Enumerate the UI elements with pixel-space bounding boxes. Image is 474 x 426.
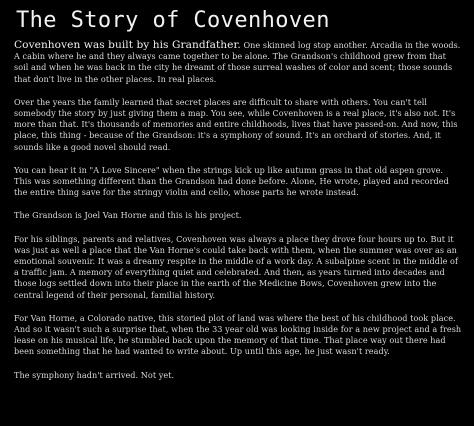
paragraph: Over the years the family learned that secret places are difficult to share with others. You can't tell somebody the story by just giving them a map. You see, while Covenhoven is a real place, it's also not. It's more than that. It's thousands of memories and entire childhoods, lives that have passed-on. And now, this place, this thing - because of the Grandson: it's a symphony of sound. It's an orchard of stories. And, it sounds like a good novel should read. — [14, 96, 458, 152]
paragraph: The symphony hadn't arrived. Not yet. — [14, 369, 175, 380]
lead-paragraph — [14, 40, 462, 85]
page-title: The Story of Covenhoven — [16, 8, 330, 33]
lead-text: One skinned log stop another. Arcadia in the woods. A cabin where he and they always came together to be alone. The Grandson's childhood grew from that soil and when he was back in the city he dreamt of those surreal washes of color and scent; those sounds that don't live in the other places. In real places. — [14, 40, 461, 84]
article — [14, 8, 462, 393]
paragraph: The Grandson is Joel Van Horne and this is his project. — [14, 210, 242, 221]
paragraph: You can hear it in "A Love Sincere" when the strings kick up like autumn grass in that old aspen grove. This was something different than the Grandson had done before. Alone, He wrote, played and recorded the entire thing save for the stringy violin and cello, whose parts he wrote instead. — [14, 164, 449, 198]
lead-sentence: Covenhoven was built by his Grandfather. — [14, 39, 241, 51]
paragraph: For Van Horne, a Colorado native, this storied plot of land was where the best of his childhood took place. And so it wasn't such a surprise that, when the 33 year old was looking inside for a new project and a fresh lease on his musical life, he stumbled back upon the memory of that time. That place way out there had been something that he had wanted to write about. Up until this age, he just wasn't ready. — [14, 312, 462, 357]
paragraph: For his siblings, parents and relatives, Covenhoven was always a place they drove four hours up to. But it was just as well a place that the Van Horne's could take back with them, when the summer was over as an emotional souvenir. It was a dreamy respite in the middle of a work day. A subalpine scent in the middle of a traffic jam. A memory of everything quiet and celebrated. And then, as years turned into decades and those logs settled down into their place in the earth of the Medicine Bows, Covenhoven grew into the central legend of their personal, familial history. — [14, 233, 459, 300]
